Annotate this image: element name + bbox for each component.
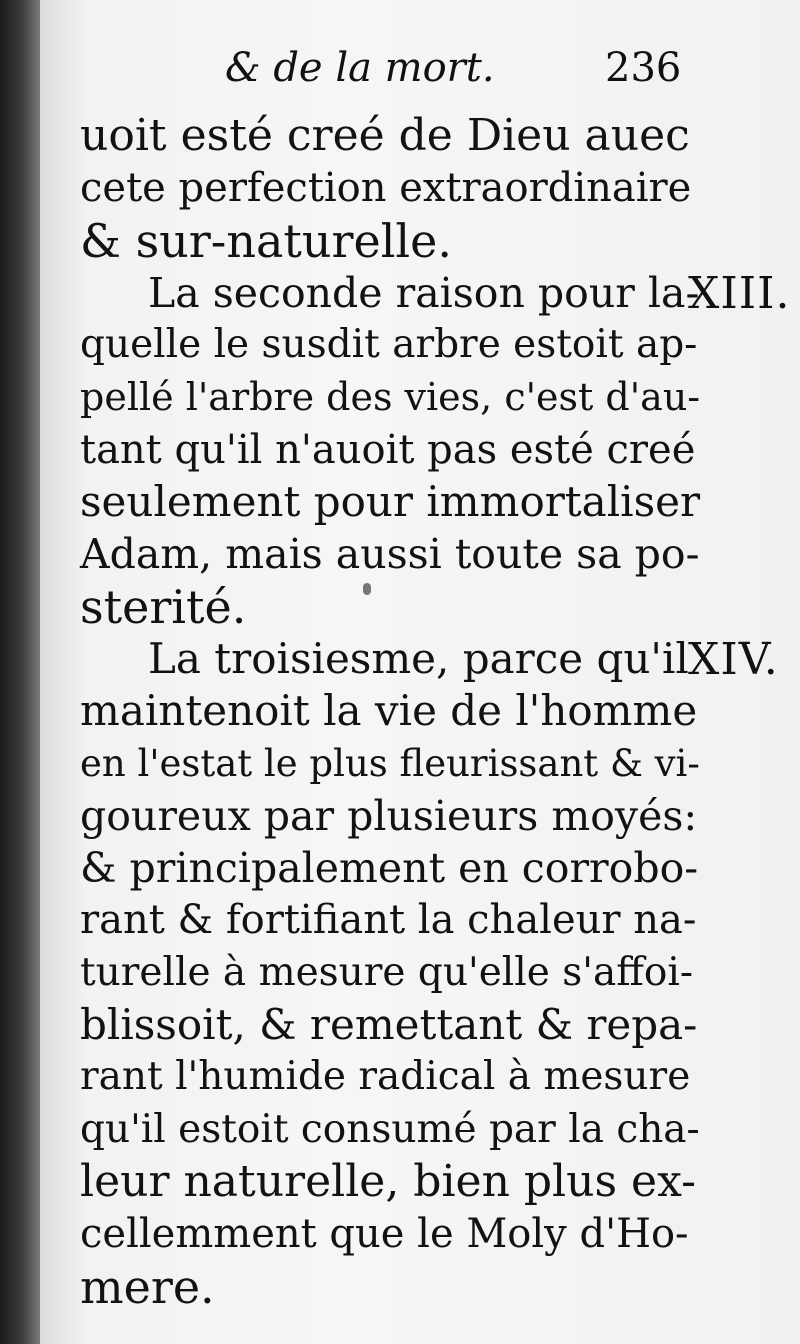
- section-marker-xiii: XIII.: [688, 268, 791, 319]
- text-line: qu'il estoit consumé par la cha-: [80, 1106, 700, 1152]
- running-title: & de la mort.: [225, 45, 495, 91]
- text-line: en l'estat le plus fleurissant & vi-: [80, 741, 700, 785]
- text-line: rant & fortifiant la chaleur na-: [80, 897, 697, 944]
- text-line: pellé l'arbre des vies, c'est d'au-: [80, 375, 701, 420]
- text-line: Adam, mais aussi toute sa po-: [80, 530, 700, 579]
- section-marker-xiv: XIV.: [688, 634, 779, 685]
- text-line: La seconde raison pour la-: [148, 268, 700, 317]
- text-line: seulement pour immortaliser: [80, 477, 701, 527]
- text-line: rant l'humide radical à mesure: [80, 1054, 691, 1100]
- text-line: sterité.: [80, 579, 247, 634]
- text-line: goureux par plusieurs moyés:: [80, 791, 698, 840]
- page-header: [225, 45, 695, 105]
- text-line: & principalement en corrobo-: [80, 844, 699, 893]
- text-line: & sur-naturelle.: [80, 213, 452, 268]
- page-number: 236: [605, 45, 682, 91]
- text-line: leur naturelle, bien plus ex-: [80, 1155, 696, 1207]
- text-line: cete perfection extraordinaire: [80, 165, 692, 212]
- text-line: tant qu'il n'auoit pas esté creé: [80, 426, 696, 473]
- text-line: cellemment que le Moly d'Ho-: [80, 1211, 689, 1258]
- body-text: [80, 110, 700, 1313]
- text-line: quelle le susdit arbre estoit ap-: [80, 322, 698, 368]
- book-binding-shadow: [0, 0, 40, 1344]
- text-line: blissoit, & remettant & repa-: [80, 1000, 698, 1050]
- text-line: maintenoit la vie de l'homme: [80, 686, 698, 736]
- text-line: uoit esté creé de Dieu auec: [80, 110, 690, 161]
- text-line: turelle à mesure qu'elle s'affoi-: [80, 949, 694, 995]
- text-line: mere.: [80, 1259, 215, 1314]
- text-line: La troisiesme, parce qu'il: [148, 633, 689, 683]
